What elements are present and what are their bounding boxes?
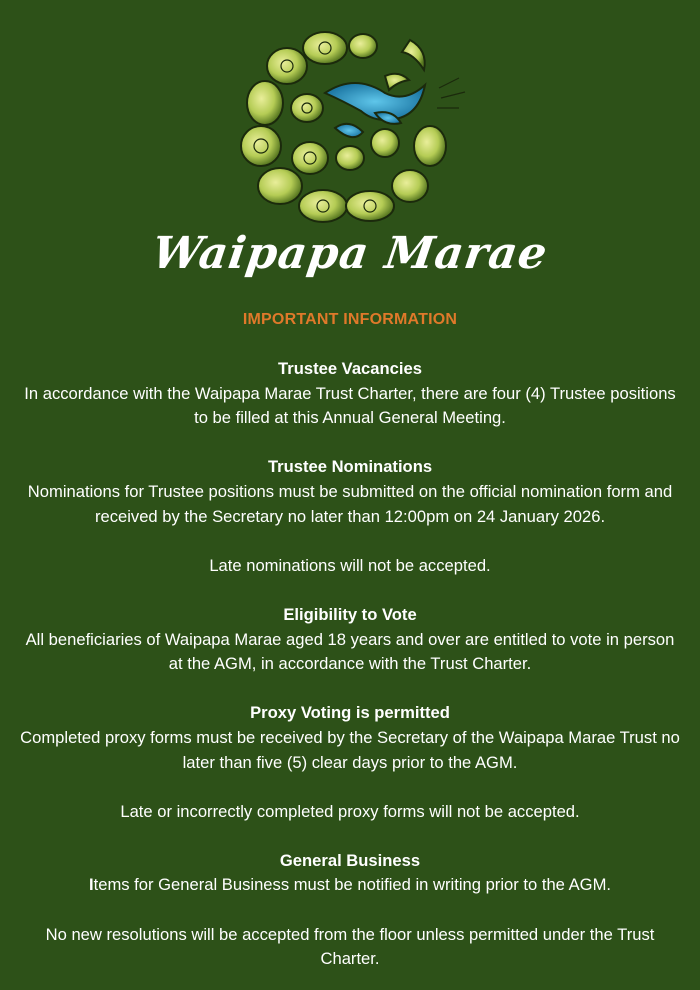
proxy-note: Late or incorrectly completed proxy forms will not be accepted. — [120, 801, 580, 821]
notice-content — [20, 357, 680, 972]
vacancies-heading: Trustee Vacancies — [278, 359, 422, 378]
proxy-heading: Proxy Voting is permitted — [250, 703, 450, 723]
maori-carving-emblem-icon — [225, 18, 475, 228]
important-information-heading: IMPORTANT INFORMATION — [242, 311, 458, 328]
proxy-body: Completed proxy forms must be received by the Secretary of the Waipapa Marae Trust no later than five (5) clear days prior to the AGM. — [20, 727, 680, 772]
general-body — [20, 873, 680, 898]
nominations-heading: Trustee Nominations — [267, 457, 433, 477]
general-heading: General Business — [279, 850, 421, 870]
nominations-body: Nominations for Trustee positions must be submitted on the official nomination form and received by the Secretary no later than 12:00pm on 24 January 2026. — [27, 481, 673, 526]
eligibility-heading: Eligibility to Vote — [283, 604, 417, 624]
general-body-rest: tems for General Business must be notified in writing prior to the AGM. — [93, 875, 612, 895]
general-body-initial: I — [88, 875, 94, 895]
vacancies-body: In accordance with the Waipapa Marae Trust Charter, there are four (4) Trustee positions to be filled at this Annual General Meeting. — [24, 383, 676, 428]
nominations-note: Late nominations will not be accepted. — [209, 555, 491, 575]
general-note: No new resolutions will be accepted from the floor unless permitted under the Trust Charter. — [45, 924, 655, 969]
eligibility-body: All beneficiaries of Waipapa Marae aged 18 years and over are entitled to vote in person at the AGM, in accordance with the Trust Charter. — [25, 629, 675, 674]
brand-title: Waipapa Marae — [149, 228, 551, 279]
